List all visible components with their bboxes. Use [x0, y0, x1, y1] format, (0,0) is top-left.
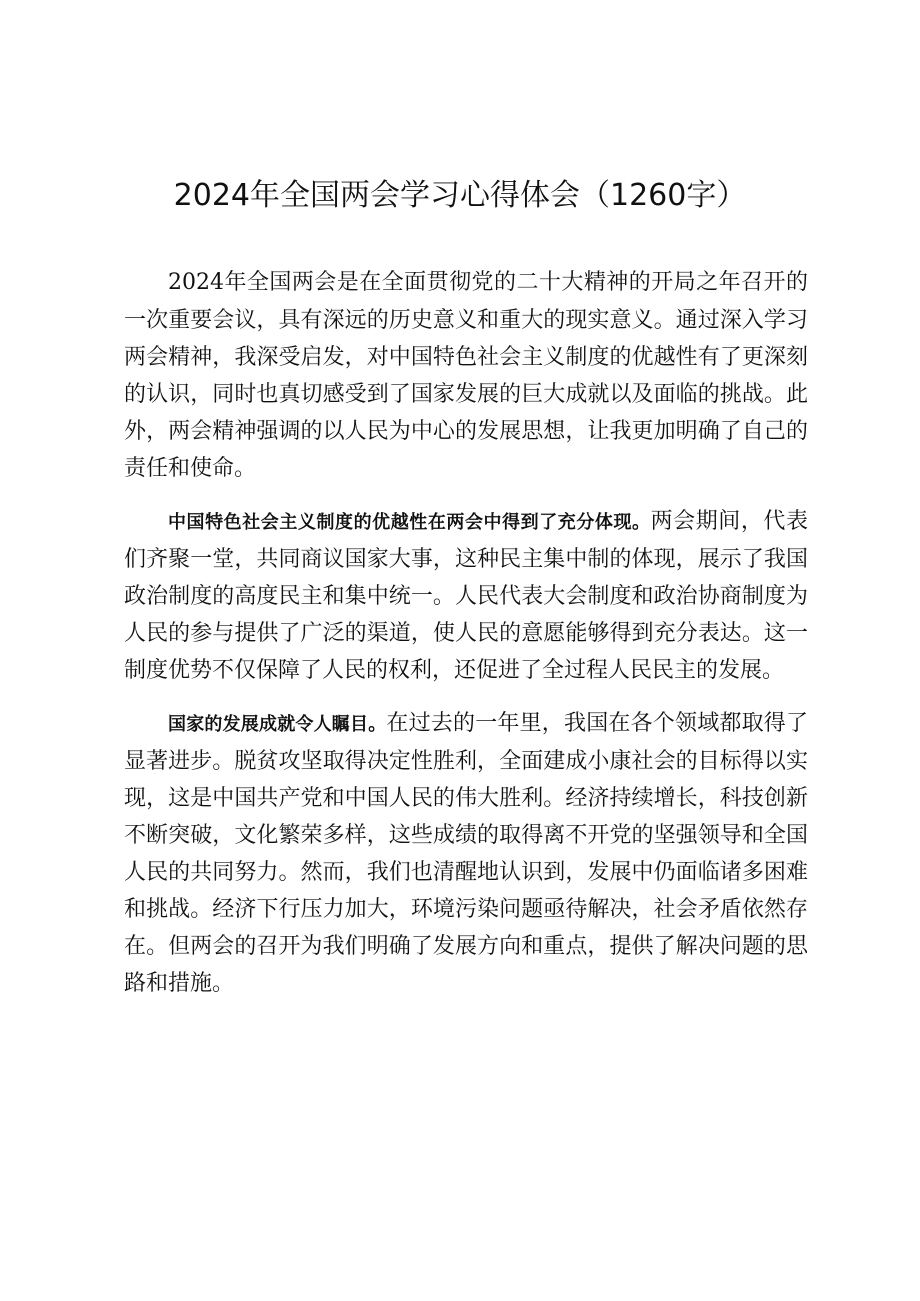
- paragraph-text: 在过去的一年里，我国在各个领域都取得了显著进步。脱贫攻坚取得决定性胜利，全面建成小康社会的目标得以实现，这是中国共产党和中国人民的伟大胜利。经济持续增长，科技创新不断突破，文化繁荣多样，这些成绩的取得离不开党的坚强领导和全国人民的共同努力。然而，我们也清醒地认识到，发展中仍面临诸多困难和挑战。经济下行压力加大，环境污染问题亟待解决，社会矛盾依然存在。但两会的召开为我们明确了发展方向和重点，提供了解决问题的思路和措施。: [124, 711, 808, 996]
- document-body: [124, 264, 808, 1018]
- paragraph-development-achievements: [124, 705, 808, 1002]
- paragraph-lead: 中国特色社会主义制度的优越性在两会中得到了充分体现。: [168, 512, 651, 533]
- document-title: 2024年全国两会学习心得体会（1260字）: [173, 178, 747, 213]
- paragraph-intro: [124, 264, 808, 487]
- paragraph-text: 2024年全国两会是在全面贯彻党的二十大精神的开局之年召开的一次重要会议，具有深远的历史意义和重大的现实意义。通过深入学习两会精神，我深受启发，对中国特色社会主义制度的优越性有了更深刻的认识，同时也真切感受到了国家发展的巨大成就以及面临的挑战。此外，两会精神强调的以人民为中心的发展思想，让我更加明确了自己的责任和使命。: [124, 270, 808, 481]
- paragraph-system-advantage: [124, 503, 808, 689]
- paragraph-lead: 国家的发展成就令人瞩目。: [168, 714, 387, 735]
- paragraph-text: 两会期间，代表们齐聚一堂，共同商议国家大事，这种民主集中制的体现，展示了我国政治制度的高度民主和集中统一。人民代表大会制度和政治协商制度为人民的参与提供了广泛的渠道，使人民的意愿能够得到充分表达。这一制度优势不仅保障了人民的权利，还促进了全过程人民民主的发展。: [124, 509, 808, 683]
